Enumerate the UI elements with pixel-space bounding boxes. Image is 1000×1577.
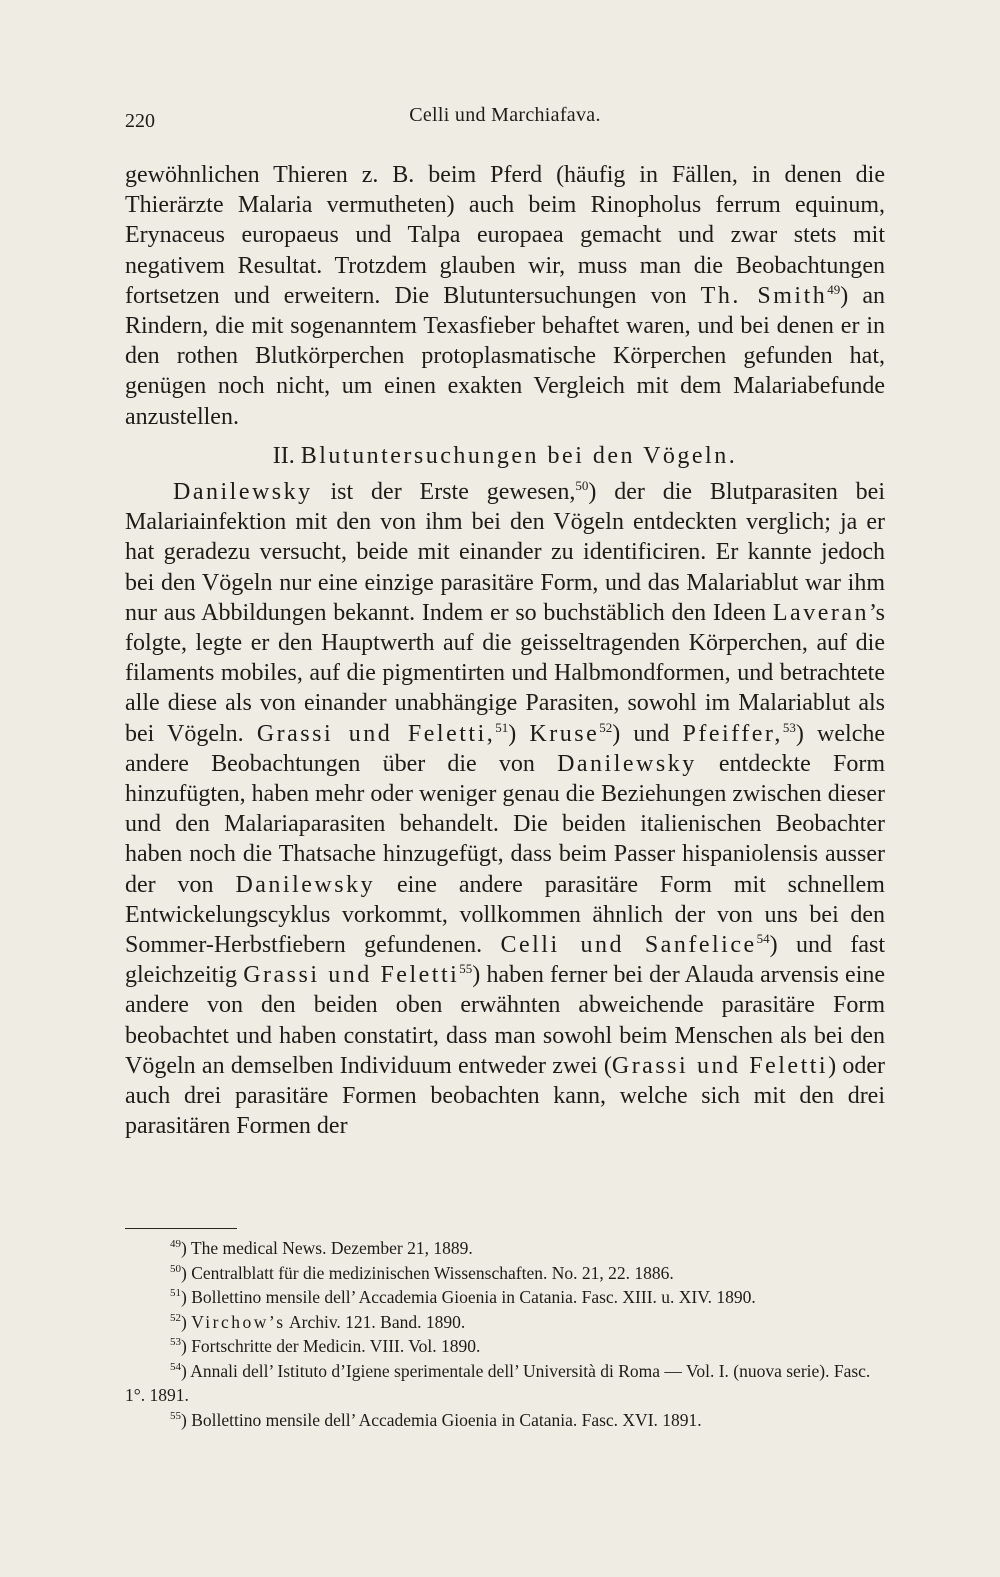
footnote-ref: 50 — [575, 478, 589, 494]
section-title: Blutuntersuchungen bei den Vögeln. — [300, 442, 738, 469]
footnote-number: 52 — [170, 1311, 181, 1324]
footnote-51 — [125, 1285, 885, 1310]
paragraph-1 — [125, 160, 885, 432]
footnote-ref: 53 — [782, 719, 796, 735]
text-run: ) welche andere Beobachtungen über die von — [125, 720, 886, 777]
text-run: ) — [508, 720, 530, 747]
footnote-ref: 55 — [459, 961, 473, 977]
body-text — [125, 160, 885, 1142]
footnote-53 — [125, 1334, 885, 1359]
text-run: ) und — [612, 720, 683, 747]
author-name: Laveran — [772, 599, 869, 626]
text-run: ) oder auch drei parasitäre Formen beobachten kann, welche sich mit den drei parasitären Formen der — [125, 1052, 885, 1140]
footnote-text: Archiv. 121. Band. 1890. — [285, 1311, 466, 1332]
text-run: entdeckte Form hinzufügten, haben mehr oder weniger genau die Beziehungen zwischen dieser und den Malariaparasiten behandelt. Die beiden italienischen Beobachter haben noch die Thatsache hinzugefügt, dass beim Passer hispaniolensis ausser der von — [125, 750, 886, 898]
author-name: Pfeiffer, — [682, 720, 783, 747]
footnote-text: ) Bollettino mensile dell’ Accademia Gioenia in Catania. Fasc. XIII. u. XIV. 1890. — [181, 1287, 756, 1307]
footnote-rule — [125, 1228, 237, 1229]
footnote-number: 55 — [170, 1409, 181, 1422]
running-title: Celli und Marchiafava. — [409, 104, 601, 126]
footnote-number: 49 — [170, 1238, 181, 1251]
section-number: II. — [272, 442, 295, 469]
footnote-text: ) Centralblatt für die medizinischen Wissenschaften. No. 21, 22. 1886. — [181, 1262, 674, 1283]
section-heading — [125, 441, 885, 471]
footnote-ref: 49 — [827, 281, 841, 297]
footnote-55 — [125, 1408, 885, 1433]
author-name: Danilewsky — [235, 871, 376, 898]
footnote-number: 53 — [170, 1336, 181, 1349]
author-name: Grassi und Feletti — [243, 962, 460, 989]
author-name: Th. Smith — [700, 282, 828, 309]
footnote-text: ) Fortschritte der Medicin. VIII. Vol. 1890. — [181, 1336, 481, 1356]
footnote-54 — [125, 1359, 885, 1408]
footnote-ref: 52 — [599, 719, 613, 735]
footnote-text: ) Bollettino mensile dell’ Accademia Gioenia in Catania. Fasc. XVI. 1891. — [181, 1409, 702, 1430]
author-name: Celli und Sanfelice — [500, 932, 757, 959]
author-name: Danilewsky — [557, 750, 697, 777]
footnote-ref: 51 — [495, 719, 509, 735]
footnote-52 — [125, 1310, 885, 1335]
footnote-ref: 54 — [756, 931, 770, 947]
text-run: ) der die Blutparasiten bei Malariainfektion mit den von ihm bei den Vögeln entdeckten verglich; ja er hat geradezu versucht, beide mit einander zu identificiren. Er kannte jedoch bei den Vögeln nur eine einzige parasitäre Form, und das Malariablut war ihm nur aus Abbildungen bekannt. Indem er so buchstäblich den Ideen — [125, 479, 886, 626]
footnote-50 — [125, 1261, 885, 1286]
footnote-text: ) Annali dell’ Istituto d’Igiene sperimentale dell’ Università di Roma — Vol. I. (nuova serie). Fasc. 1°. 1891. — [125, 1360, 871, 1405]
footnote-number: 50 — [170, 1262, 181, 1275]
footnote-number: 51 — [170, 1287, 181, 1300]
footnote-49 — [125, 1236, 885, 1261]
text-run: ist der Erste gewesen, — [312, 479, 576, 506]
text-run: ) und fast gleichzeitig — [125, 932, 885, 989]
author-name: Danilewsky — [173, 479, 313, 506]
text-run: eine andere parasitäre Form mit schnellem Entwickelungscyklus vorkommt, vollkommen ähnlich der von uns bei den Sommer-Herbstfiebern gefundenen. — [125, 871, 885, 959]
text-run: ) haben ferner bei der Alauda arvensis eine andere von den beiden oben erwähnten abweichende parasitäre Form beobachtet und haben constatirt, dass man sowohl beim Menschen als bei den Vögeln an demselben Individuum entweder zwei ( — [125, 962, 886, 1079]
footnote-number: 54 — [170, 1360, 181, 1373]
author-name: Grassi und Feletti — [611, 1052, 829, 1079]
text-run: ’s folgte, legte er den Hauptwerth auf die geisseltragenden Körperchen, auf die filaments mobiles, auf die pigmentirten und Halbmondformen, und betrachtete alle diese als von einander unabhängige Parasiten, sowohl im Malariablut als bei Vögeln. — [125, 599, 885, 747]
author-name: Kruse — [529, 720, 600, 747]
paragraph-2 — [125, 477, 885, 1141]
page-header — [125, 104, 885, 134]
text-run: ) an Rindern, die mit sogenanntem Texasfieber behaftet waren, und bei denen er in den rothen Blutkörperchen protoplasmatische Körperchen gefunden hat, genügen noch nicht, um einen exakten Vergleich mit dem Malariabefunde anzustellen. — [125, 282, 885, 430]
footnote-author: Virchow’s — [191, 1311, 286, 1332]
text-run: gewöhnlichen Thieren z. B. beim Pferd (häufig in Fällen, in denen die Thierärzte Malaria vermutheten) auch beim Rinopholus ferrum equinum, Erynaceus europaeus und Talpa europaea gemacht und zwar stets mit negativem Resultat. Trotzdem glauben wir, muss man die Beobachtungen fortsetzen und erweitern. Die Blutuntersuchungen von — [125, 162, 885, 309]
page-number: 220 — [125, 110, 155, 132]
footnote-text: ) — [181, 1311, 192, 1332]
footnote-text: ) The medical News. Dezember 21, 1889. — [181, 1238, 473, 1258]
author-name: Grassi und Feletti, — [256, 720, 496, 747]
footnotes — [125, 1236, 885, 1432]
